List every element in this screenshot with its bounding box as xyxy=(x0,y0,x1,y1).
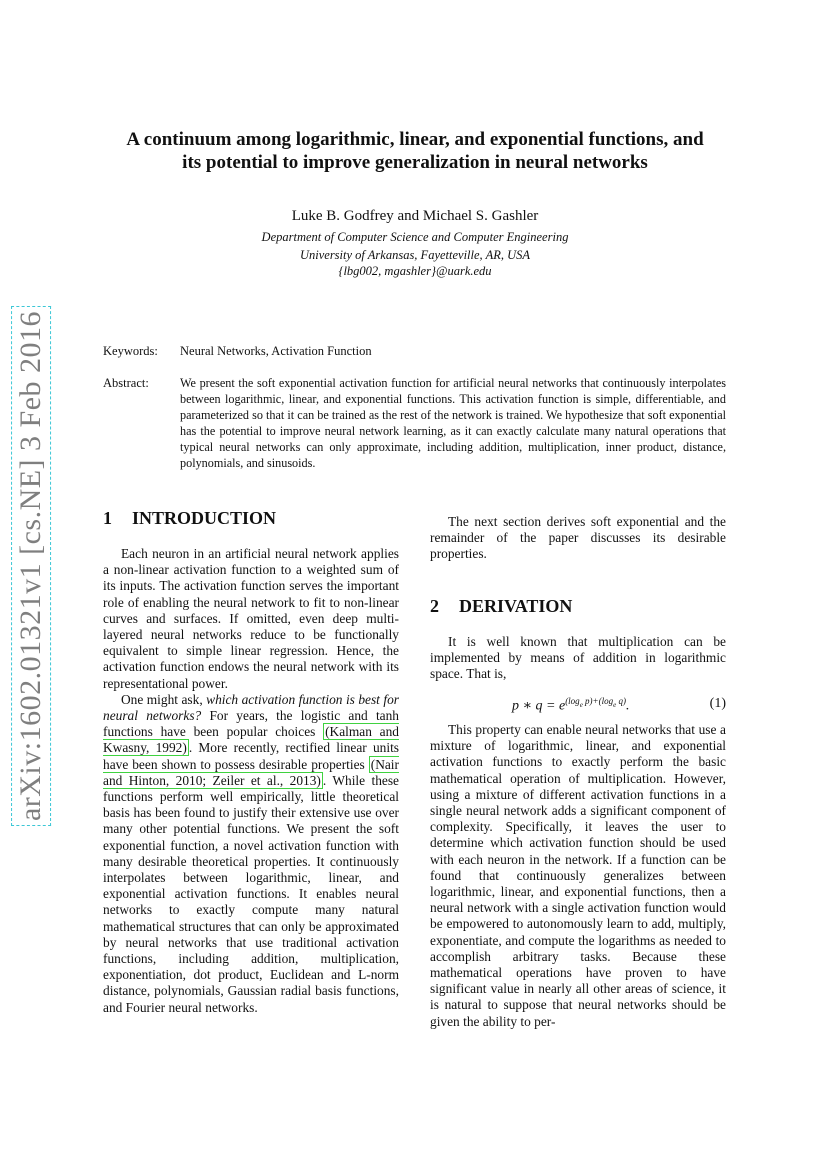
keywords-label: Keywords: xyxy=(103,344,158,358)
section-2-number: 2 xyxy=(430,596,439,616)
derivation-paragraph-2-block xyxy=(430,722,726,1030)
citation-kalman-kwasny[interactable]: (Kalman and Kwasny, 1992) xyxy=(103,724,400,756)
affiliation-department: Department of Computer Science and Computer Engineering xyxy=(261,230,569,244)
authors: Luke B. Godfrey and Michael S. Gashler xyxy=(291,208,539,224)
title-line-2: its potential to improve generalization in neural networks xyxy=(182,152,648,173)
left-column xyxy=(103,546,399,1016)
intro-paragraph-1: Each neuron in an artificial neural network applies a non-linear activation function to a weighted sum of its inputs. The activation function serves the important role of enabling the neural network to fit to non-linear curves and surfaces. If omitted, even deep multi-layered neural networks reduce to be functionally equivalent to simple linear regression. Hence, the activation function endows the neural network with its representational power. xyxy=(103,546,399,691)
affiliation-university: University of Arkansas, Fayetteville, AR, USA xyxy=(299,248,531,262)
section-1-title: INTRODUCTION xyxy=(132,508,277,528)
title-line-1: A continuum among logarithmic, linear, and exponential functions, and xyxy=(126,129,704,150)
section-2-title: DERIVATION xyxy=(459,596,573,616)
keywords-text: Neural Networks, Activation Function xyxy=(180,344,372,358)
paper-title xyxy=(80,128,750,174)
section-1-heading xyxy=(103,508,276,529)
intro-question: which activation function is best for neural networks? xyxy=(103,691,399,724)
abstract-label: Abstract: xyxy=(103,376,149,390)
derivation-paragraph-1-block xyxy=(430,634,726,683)
section-1-number: 1 xyxy=(103,508,112,528)
citation-nair-hinton-zeiler[interactable]: (Nair and Hinton, 2010; Zeiler et al., 2013) xyxy=(103,756,399,788)
intro-paragraph-2: One might ask, which activation function is best for neural networks? For years, the logistic and tanh functions have been popular choices (Kalman and Kwasny, 1992) . More recently, rectified linear units have been shown to possess desirable properties (Nair and Hinton, 2010; Zeiler et al., 2013) . While these functions perform well empirically, little theoretical basis has been found to justify their extensive use over many other potential functions. We present the soft exponential function, a novel activation function with many desirable theoretical properties. It continuously interpolates between logarithmic, linear, and exponential activation functions. It enables neural networks to exactly compute many natural mathematical structures that can only be approximated by neural networks that use traditional activation functions, including addition, multiplication, exponentiation, dot product, Euclidean and L-norm distance, polynomials, Gaussian radial basis functions, and Fourier neural networks. xyxy=(103,691,400,1015)
intro-paragraph-3: The next section derives soft exponential and the remainder of the paper discusses its desirable properties. xyxy=(430,514,726,562)
arxiv-identifier-stamp xyxy=(10,310,52,822)
abstract-text: We present the soft exponential activation function for artificial neural networks that continuously interpolates between logarithmic, linear, and exponential functions. This activation function is simple, differentiable, and parameterized so that it can be trained as the rest of the network is trained. We hypothesize that soft exponential has the potential to improve neural network learning, as it can exactly calculate many natural operations that typical neural networks can only approximate, including addition, multiplication, inner product, distance, polynomials, and sinusoids. xyxy=(180,376,726,470)
section-2-heading xyxy=(430,596,572,617)
derivation-paragraph-1: It is well known that multiplication can be implemented by means of addition in logarithmic space. That is, xyxy=(430,634,726,682)
equation-body: p ∗ $q = e^{(log_e p)+(log_e q)}$. xyxy=(512,696,630,714)
derivation-paragraph-2: This property can enable neural networks that use a mixture of logarithmic, linear, and exponential activation functions to exactly perform the basic mathematical operation of multiplication. However, using a mixture of different activation functions in a single neural network adds a significant component of complexity. Specifically, it leaves the user to determine which activation function should be used with each neuron in the network. If a function can be found that continuously generalizes between logarithmic, linear, and exponential functions, then a neural network with a single activation function would be empowered to autonomously learn to add, multiply, exponentiate, and compute the logarithms as needed to accomplish arbitrary tasks. Because these mathematical operations have proven to have significant value in nearly all other areas of science, it is natural to suppose that neural networks should be given the ability to per- xyxy=(430,722,726,1029)
right-column-intro xyxy=(430,514,726,563)
arxiv-stamp-text: arXiv:1602.01321v1 [cs.NE] 3 Feb 2016 xyxy=(11,306,51,826)
equation-number: (1) xyxy=(709,696,726,711)
affiliation-email: {lbg002, mgashler}@uark.edu xyxy=(338,264,492,278)
